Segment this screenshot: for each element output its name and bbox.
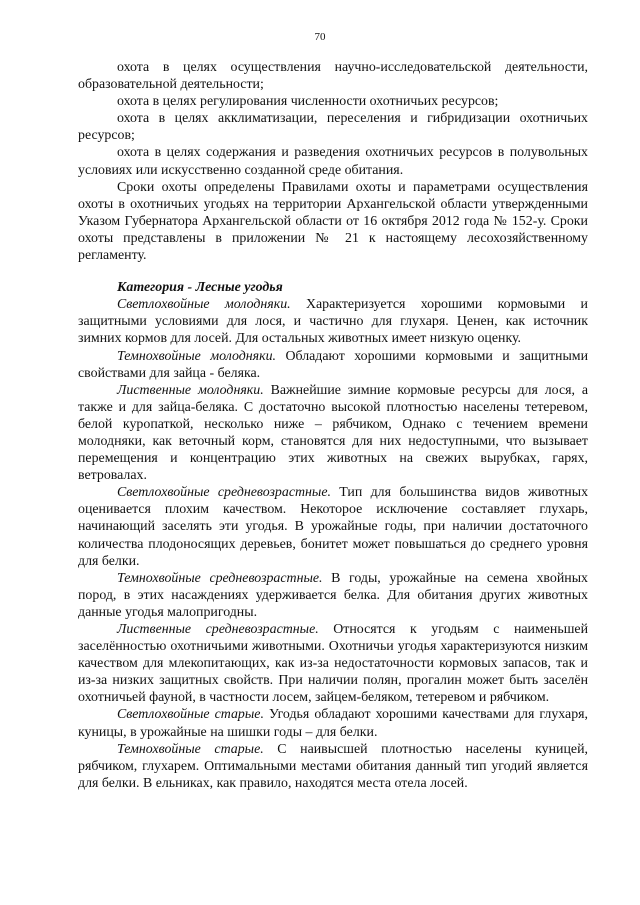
text-light-conifer-young: Характеризуется хорошими кормовыми и защитными условиями для лося, и частично для глухаря. Ценен, как источник зимних кормов для лосей. Для остальных животных имеет низкую оценку. xyxy=(78,297,588,347)
page-number: 70 xyxy=(314,31,326,43)
text-dark-conifer-young: Обладают хорошими кормовыми и защитными свойствами для зайца - беляка. xyxy=(78,348,588,381)
term-light-conifer-young: Светлохвойные молодняки. xyxy=(117,297,291,313)
paragraph-dark-conifer-middle xyxy=(78,570,588,621)
paragraph-deciduous-young xyxy=(78,382,588,485)
term-deciduous-middle: Лиственные средневозрастные. xyxy=(117,622,319,637)
term-deciduous-young: Лиственные молодняки. xyxy=(117,382,264,398)
term-dark-conifer-middle: Темнохвойные средневозрастные. xyxy=(117,570,323,586)
section-heading: Категория - Лесные угодья xyxy=(117,280,283,296)
paragraph-light-conifer-young xyxy=(78,296,588,347)
paragraph-light-conifer-middle xyxy=(78,484,588,569)
paragraph-light-conifer-old xyxy=(78,706,588,740)
term-light-conifer-old: Светлохвойные старые. xyxy=(117,707,264,723)
paragraph-breeding-hunting: охота в целях содержания и разведения охотничьих ресурсов в полувольных условиях или искусственно созданной среде обитания. xyxy=(78,145,588,178)
text-deciduous-middle: Относятся к угодьям с наименьшей заселённостью охотничьими животными. Охотничьи угодья характеризуются низким качеством для млекопитающих, как из-за недостаточности кормовых запасов, так и из-за низких защитных свойств. При наличии полян, прогалин может быть заселён охотничьей фауной, в частности лосем, зайцем-беляком, тетеревом и рябчиком. xyxy=(78,622,588,706)
text-dark-conifer-old: С наивысшей плотностью населены куницей, рябчиком, глухарем. Оптимальными местами обитания данный тип угодий является для белки. В ельниках, как правило, находятся места отела лосей. xyxy=(78,741,588,791)
paragraph-dark-conifer-young xyxy=(78,348,588,382)
text-dark-conifer-middle: В годы, урожайные на семена хвойных пород, в этих насаждениях удерживается белка. Для обитания других животных данные угодья малопригодны. xyxy=(78,570,588,620)
paragraph-acclimatization-hunting: охота в целях акклиматизации, переселения и гибридизации охотничьих ресурсов; xyxy=(78,111,588,144)
paragraph-deciduous-middle xyxy=(78,621,588,706)
term-dark-conifer-young: Темнохвойные молодняки. xyxy=(117,348,277,364)
paragraph-dark-conifer-old xyxy=(78,741,588,792)
paragraph-research-hunting: охота в целях осуществления научно-исследовательской деятельности, образовательной деятельности; xyxy=(78,60,588,93)
text-deciduous-young: Важнейшие зимние кормовые ресурсы для лося, а также и для зайца-беляка. С достаточно высокой плотностью населены тетеревом, белой куропаткой, несколько ниже – рябчиком, Однако с течением времени молодняки, как веточный корм, становятся для них недоступными, что вызывает перемещения и концентрацию этих животных на свежих вырубках, гарях, ветровалах. xyxy=(78,382,588,484)
text-light-conifer-middle: Тип для большинства видов животных оценивается плохим качеством. Некоторое исключение составляет глухарь, начинающий заселять эти угодья. В урожайные годы, при наличии достаточного количества плодоносящих деревьев, бонитет может повышаться до среднего уровня для белки. xyxy=(78,485,589,569)
term-light-conifer-middle: Светлохвойные средневозрастные. xyxy=(117,485,331,501)
paragraph-regulation-hunting: охота в целях регулирования численности охотничьих ресурсов; xyxy=(117,94,499,110)
term-dark-conifer-old: Темнохвойные старые. xyxy=(117,741,264,757)
text-light-conifer-old: Угодья обладают хорошими качествами для глухаря, куницы, в урожайные на шишки годы – для белки. xyxy=(78,707,589,740)
body-text xyxy=(78,59,588,792)
paragraph-hunting-seasons: Сроки охоты определены Правилами охоты и параметрами осуществления охоты в охотничьих угодьях на территории Архангельской области утвержденными Указом Губернатора Архангельской области от 16 октября 2012 года № 152-у. Сроки охоты представлены в приложении № 21 к настоящему лесохозяйственному регламенту. xyxy=(78,179,588,264)
